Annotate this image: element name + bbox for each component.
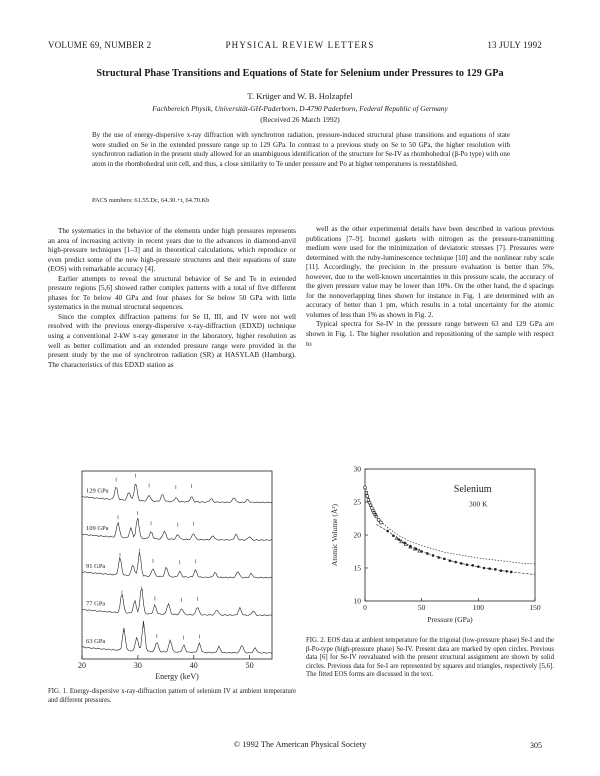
fig2-data-point-solid-circle <box>437 556 440 559</box>
fig2-data-point-solid-circle <box>471 564 474 567</box>
abstract: By the use of energy-dispersive x-ray diffraction with synchrotron radiation, pressure-induced structural phase transitions and equations of state were studied on Se in the extended pressure range up to 129 GPa. In contrast to a previous study on Se to 50 GPa, the higher resolution with synchrotron radiation in the present study allowed for an unambiguous identification of the structure for Se-IV as rhombohedral (β-Po type) with one atom in the rhombohedral unit cell, and thus, a close similarity to Te under pressure and Po at higher temperatures is reestablished. <box>92 131 510 168</box>
fig2-data-point-solid-circle <box>426 552 429 555</box>
fig1-x-tick-label: 30 <box>133 661 142 670</box>
fig2-data-point-open-circle <box>377 518 380 521</box>
fig2-data-point-solid-circle <box>477 565 480 568</box>
fig1-pressure-label: 77 GPa <box>86 600 106 608</box>
figure-2-caption: FIG. 2. EOS data at ambient temperature for the trigonal (low-pressure phase) Se-I and the β-Po-type (high-pressure phase) Se-IV. Present data are marked by open circles. Previous data [6] for Se-IV reevaluated with the present structural assignment are shown by solid circles. Previous data for Se-I are represented by squares and triangles, respectively [5,6]. The fitted EOS forms are discussed in the text. <box>306 637 554 679</box>
fig1-spectrum-line <box>82 484 272 503</box>
fig2-data-point-solid-circle <box>443 557 446 560</box>
fig1-pressure-label: 129 GPa <box>86 487 109 495</box>
page-number: 305 <box>530 741 542 750</box>
body-column-right <box>306 225 554 349</box>
body-column-left <box>48 227 296 370</box>
fig1-x-axis-label: Energy (keV) <box>155 672 199 681</box>
fig1-x-tick-label: 40 <box>189 661 198 670</box>
fig2-data-point-solid-circle <box>466 563 469 566</box>
affiliation: Fachbereich Physik, Universität-GH-Paderborn, D-4790 Paderborn, Federal Republic of Germany <box>152 104 448 113</box>
paragraph: Since the complex diffraction patterns for Se II, III, and IV were not well resolved with the previous energy-dispersive x-ray-diffraction (EDXD) technique using a conventional 2-kW x-ray generator in the laboratory, higher resolution as well as better collimation and an extended pressure range were provided in the present study by the use of synchrotron radiation (SR) at HASYLAB (Hamburg). The characteristics of this EDXD station as <box>48 312 296 369</box>
fig2-temperature-label: 300 K <box>469 499 488 509</box>
fig1-spectrum-line <box>82 589 272 616</box>
paragraph: Earlier attempts to reveal the structural behavior of Se and Te in extended pressure regions [5,6] showed rather complex patterns with a total of five different phases for Te below 40 GPa and four phases for Se below 50 GPa with little systematics in the mutual structural sequences. <box>48 274 296 312</box>
fig1-spectrum-line <box>82 518 272 541</box>
issue-date: 13 JULY 1992 <box>487 40 542 50</box>
fig2-x-tick-label: 0 <box>363 603 367 612</box>
fig2-data-point-solid-circle <box>420 550 423 553</box>
fig2-data-point-solid-circle <box>415 548 418 551</box>
fig2-y-tick-label: 30 <box>353 464 361 474</box>
fig2-data-point-solid-circle <box>460 562 463 565</box>
pacs-numbers: PACS numbers: 61.55.Dc, 64.30.+t, 64.70.Kb <box>92 197 210 204</box>
fig2-data-point-solid-circle <box>494 568 497 571</box>
fig2-y-tick-label: 20 <box>353 530 361 540</box>
figure-2-eos <box>325 463 551 633</box>
fig1-x-tick-label: 50 <box>245 661 254 670</box>
paragraph: well as the other experimental details have been described in various previous publications [7–9]. Inconel gaskets with nitrogen as the pressure-transmitting medium were used for the minimization of deviatoric stresses [7]. Pressures were determined with the ruby-luminescence technique [10] and the nonlinear ruby scale [11]. Accordingly, the precision in the pressure evaluation is better than 5%, however, due to the well-known uncertainties in this pressure scale, the accuracy of the given pressure value may be lower than 10%. On the other hand, the d spacings for the nonoverlapping lines shown for instance in Fig. 1 are determined with an accuracy of better than 1 pm, which results in a total uncertainty for the atomic volumes of less than 1% as shown in Fig. 2. <box>306 225 554 319</box>
fig2-y-tick-label: 10 <box>353 596 361 606</box>
fig2-eos-fit-curve <box>365 486 535 565</box>
fig1-spectrum-line <box>82 621 272 654</box>
fig1-pressure-label: 63 GPa <box>86 638 106 645</box>
journal-name: PHYSICAL REVIEW LETTERS <box>225 40 375 50</box>
fig2-data-point-solid-circle <box>510 571 513 574</box>
fig2-data-point-solid-circle <box>403 542 406 545</box>
figure-1-spectra <box>60 463 280 683</box>
copyright-footer: © 1992 The American Physical Society <box>233 740 367 749</box>
fig2-x-tick-label: 50 <box>417 603 426 612</box>
fig1-x-tick-label: 20 <box>78 661 86 670</box>
fig2-y-tick-label: 15 <box>353 563 361 573</box>
fig2-data-point-solid-circle <box>386 530 389 533</box>
fig2-eos-fit-curve <box>376 524 535 574</box>
fig2-y-axis-label: Atomic Volume (Å³) <box>330 504 339 566</box>
fig2-data-point-solid-circle <box>409 545 412 548</box>
figure-1-caption: FIG. 1. Energy-dispersive x-ray-diffraction pattern of selenium IV at ambient temperature and different pressures. <box>48 688 296 704</box>
fig2-y-tick-label: 25 <box>353 497 361 507</box>
fig2-x-tick-label: 150 <box>529 603 541 612</box>
fig2-x-tick-label: 100 <box>472 603 484 612</box>
fig2-data-point-solid-circle <box>488 567 491 570</box>
paragraph: The systematics in the behavior of the elements under high pressures represents an area of increasing activity in recent years due to the advances in diamond-anvil high-pressure techniques [1–3] and in theoretical calculations, which reproduce or even predict some of the new high-pressure structures and their equations of state (EOS) with remarkable accuracy [4]. <box>48 227 296 274</box>
journal-volume: VOLUME 69, NUMBER 2 <box>48 40 152 50</box>
authors: T. Krüger and W. B. Holzapfel <box>247 91 353 101</box>
fig2-data-point-open-circle <box>379 521 382 524</box>
fig1-pressure-label: 91 GPa <box>86 562 106 570</box>
fig2-data-point-solid-circle <box>398 538 401 541</box>
fig1-spectrum-line <box>82 552 272 578</box>
fig2-data-point-solid-circle <box>432 554 435 557</box>
received-date: (Received 26 March 1992) <box>260 115 340 124</box>
fig2-data-point-solid-circle <box>449 559 452 562</box>
fig2-x-axis-label: Pressure (GPa) <box>427 615 473 624</box>
fig2-data-point-solid-circle <box>483 567 486 570</box>
fig1-pressure-label: 109 GPa <box>86 525 109 533</box>
paper-title: Structural Phase Transitions and Equations of State for Selenium under Pressures to 129 GPa <box>96 68 504 79</box>
fig2-title: Selenium <box>453 484 492 496</box>
fig2-data-point-open-circle <box>364 486 367 489</box>
fig2-data-point-open-circle <box>366 495 369 498</box>
paragraph: Typical spectra for Se-IV in the pressure range between 63 and 129 GPa are shown in Fig. 1. The higher resolution and repositioning of the sample with respect to <box>306 320 554 348</box>
fig2-plot-frame <box>365 469 535 601</box>
fig2-data-point-solid-circle <box>454 561 457 564</box>
fig2-data-point-solid-circle <box>392 534 395 537</box>
fig2-data-point-solid-circle <box>500 569 503 572</box>
fig2-data-point-solid-circle <box>505 570 508 573</box>
